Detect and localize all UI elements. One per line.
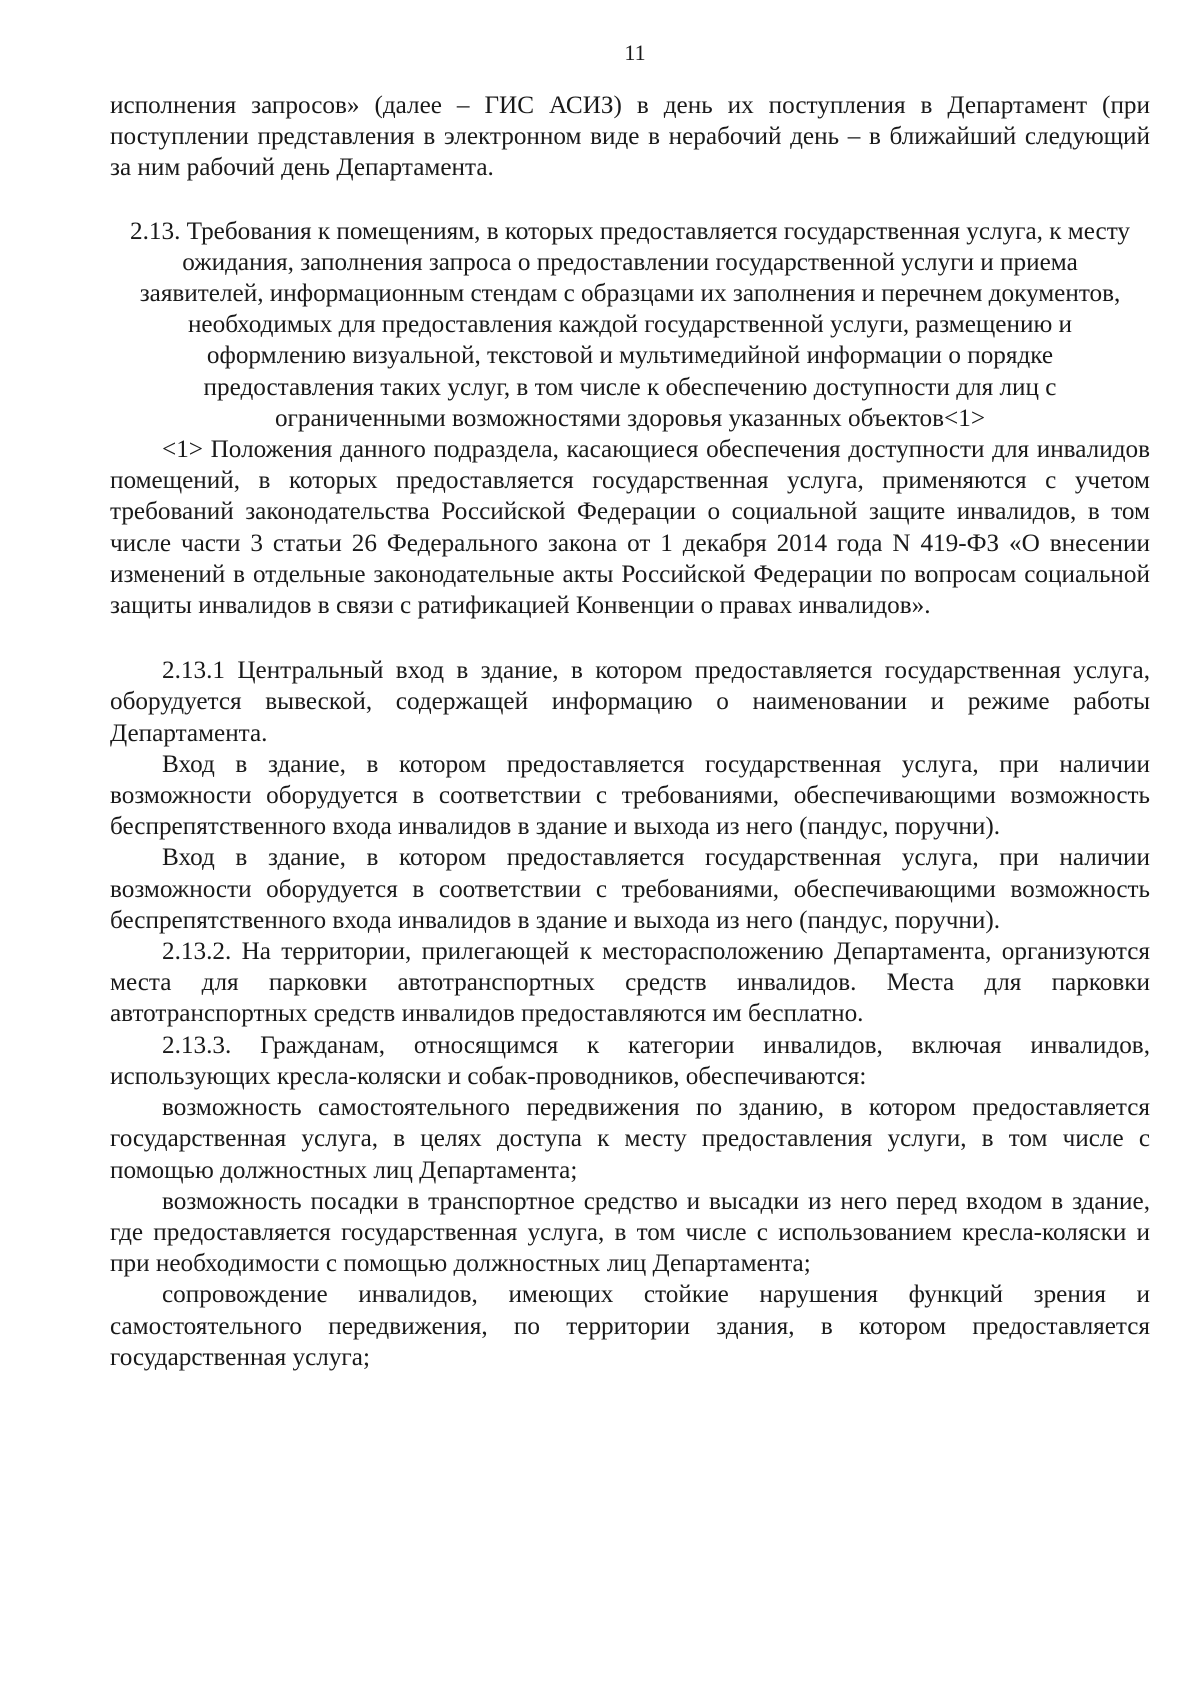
list-item-transport: возможность посадки в транспортное средство и высадки из него перед входом в здание, где предоставляется государственная услуга, в том числе с использованием кресла-коляски и при необходимости с помощью должностных лиц Департамента; xyxy=(110,1187,1150,1278)
section-heading-2-13: 2.13. Требования к помещениям, в которых предоставляется государственная услуга, к месту ожидания, заполнения запроса о предоставлении государственной услуги и приема заявителей, информационным стендам с образцами их заполнения и перечнем документов, необходимых для предоставления каждой государственной услуги, размещению и оформлению визуальной, текстовой и мультимедийной информации о порядке предоставления таких услуг, в том числе к обеспечению доступности для лиц с ограниченными возможностями здоровья указанных объектов<1> xyxy=(129,217,1130,432)
footnote-1: <1> Положения данного подраздела, касающиеся обеспечения доступности для инвалидов помещений, в которых предоставляется государственная услуга, применяются с учетом требований законодательства Российской Федерации о социальной защите инвалидов, в том числе части 3 статьи 26 Федерального закона от 1 декабря 2014 года N 419-ФЗ «О внесении изменений в отдельные законодательные акты Российской Федерации по вопросам социальной защиты инвалидов в связи с ратификацией Конвенции о правах инвалидов». xyxy=(110,436,1150,620)
paragraph-2-13-3: 2.13.3. Гражданам, относящимся к категории инвалидов, включая инвалидов, использующих кресла-коляски и собак-проводников, обеспечиваются: xyxy=(110,1031,1150,1090)
page-number: 11 xyxy=(624,40,646,65)
list-item-escort: сопровождение инвалидов, имеющих стойкие нарушения функций зрения и самостоятельного передвижения, по территории здания, в котором предоставляется государственная услуга; xyxy=(110,1281,1150,1371)
paragraph-continuation: исполнения запросов» (далее – ГИС АСИЗ) в день их поступления в Департамент (при поступлении представления в электронном виде в нерабочий день – в ближайший следующий за ним рабочий день Департамента. xyxy=(110,92,1150,182)
document-body xyxy=(110,90,1150,1373)
list-item-movement: возможность самостоятельного передвижения по зданию, в котором предоставляется государственная услуга, в целях доступа к месту предоставления услуги, в том числе с помощью должностных лиц Департамента; xyxy=(110,1094,1150,1184)
paragraph-entrance-1: Вход в здание, в котором предоставляется государственная услуга, при наличии возможности оборудуется в соответствии с требованиями, обеспечивающими возможность беспрепятственного входа инвалидов в здание и выхода из него (пандус, поручни). xyxy=(110,750,1150,841)
paragraph-entrance-2: Вход в здание, в котором предоставляется государственная услуга, при наличии возможности оборудуется в соответствии с требованиями, обеспечивающими возможность беспрепятственного входа инвалидов в здание и выхода из него (пандус, поручни). xyxy=(110,844,1150,934)
paragraph-2-13-2: 2.13.2. На территории, прилегающей к месторасположению Департамента, организуются места для парковки автотранспортных средств инвалидов. Места для парковки автотранспортных средств инвалидов предоставляются им бесплатно. xyxy=(110,938,1150,1028)
paragraph-2-13-1: 2.13.1 Центральный вход в здание, в котором предоставляется государственная услуга, оборудуется вывеской, содержащей информацию о наименовании и режиме работы Департамента. xyxy=(110,657,1150,747)
